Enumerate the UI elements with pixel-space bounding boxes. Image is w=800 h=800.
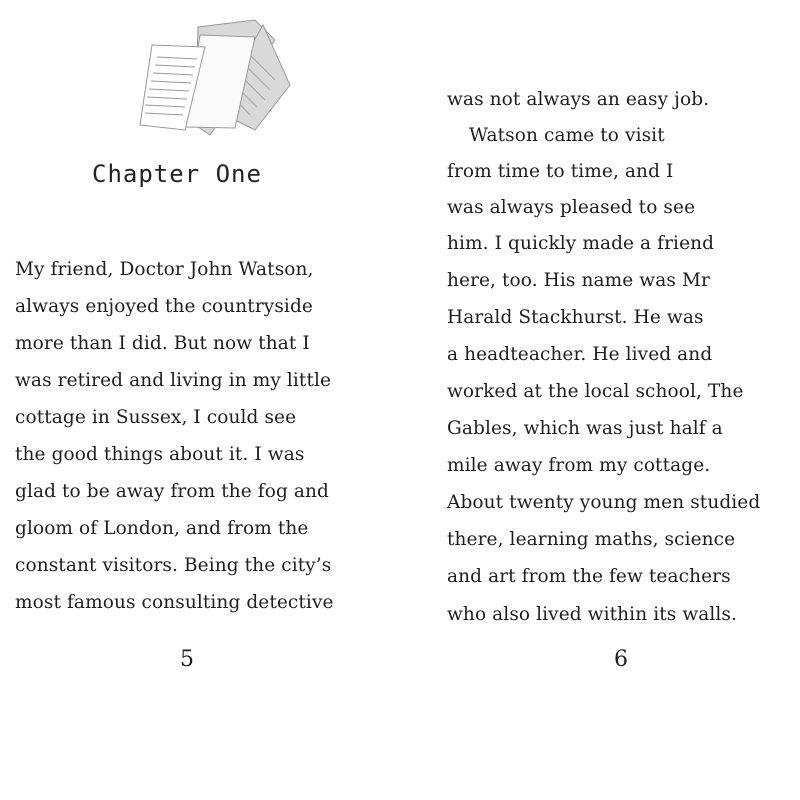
text-line: more than I did. But now that I xyxy=(15,333,310,354)
text-line: gloom of London, and from the xyxy=(15,518,309,539)
text-line: most famous consulting detective xyxy=(15,592,334,613)
right-page xyxy=(400,0,800,800)
text-line: always enjoyed the countryside xyxy=(15,296,313,317)
text-line: Harald Stackhurst. He was xyxy=(447,307,704,328)
text-line: glad to be away from the fog and xyxy=(15,481,329,502)
chapter-title: Chapter One xyxy=(92,160,262,188)
text-line: a headteacher. He lived and xyxy=(447,344,713,365)
text-line: there, learning maths, science xyxy=(447,529,736,550)
text-line: Watson came to visit xyxy=(469,125,665,146)
text-line: from time to time, and I xyxy=(447,161,674,182)
text-line: worked at the local school, The xyxy=(447,381,744,402)
text-line: him. I quickly made a friend xyxy=(447,233,715,254)
text-line: here, too. His name was Mr xyxy=(447,270,710,291)
text-line: was retired and living in my little xyxy=(15,370,332,391)
text-line: About twenty young men studied xyxy=(447,492,761,513)
text-line: was always pleased to see xyxy=(447,197,696,218)
text-line: Gables, which was just half a xyxy=(447,418,723,439)
text-line: the good things about it. I was xyxy=(15,444,305,465)
text-line: who also lived within its walls. xyxy=(447,604,737,625)
page-number: 5 xyxy=(180,647,194,672)
papers-illustration xyxy=(135,15,315,135)
text-line: constant visitors. Being the city’s xyxy=(15,555,332,576)
text-line: and art from the few teachers xyxy=(447,566,731,587)
text-line: mile away from my cottage. xyxy=(447,455,711,476)
text-line: My friend, Doctor John Watson, xyxy=(15,259,314,280)
page-number: 6 xyxy=(614,647,628,672)
text-line: cottage in Sussex, I could see xyxy=(15,407,297,428)
text-line: was not always an easy job. xyxy=(447,89,710,110)
